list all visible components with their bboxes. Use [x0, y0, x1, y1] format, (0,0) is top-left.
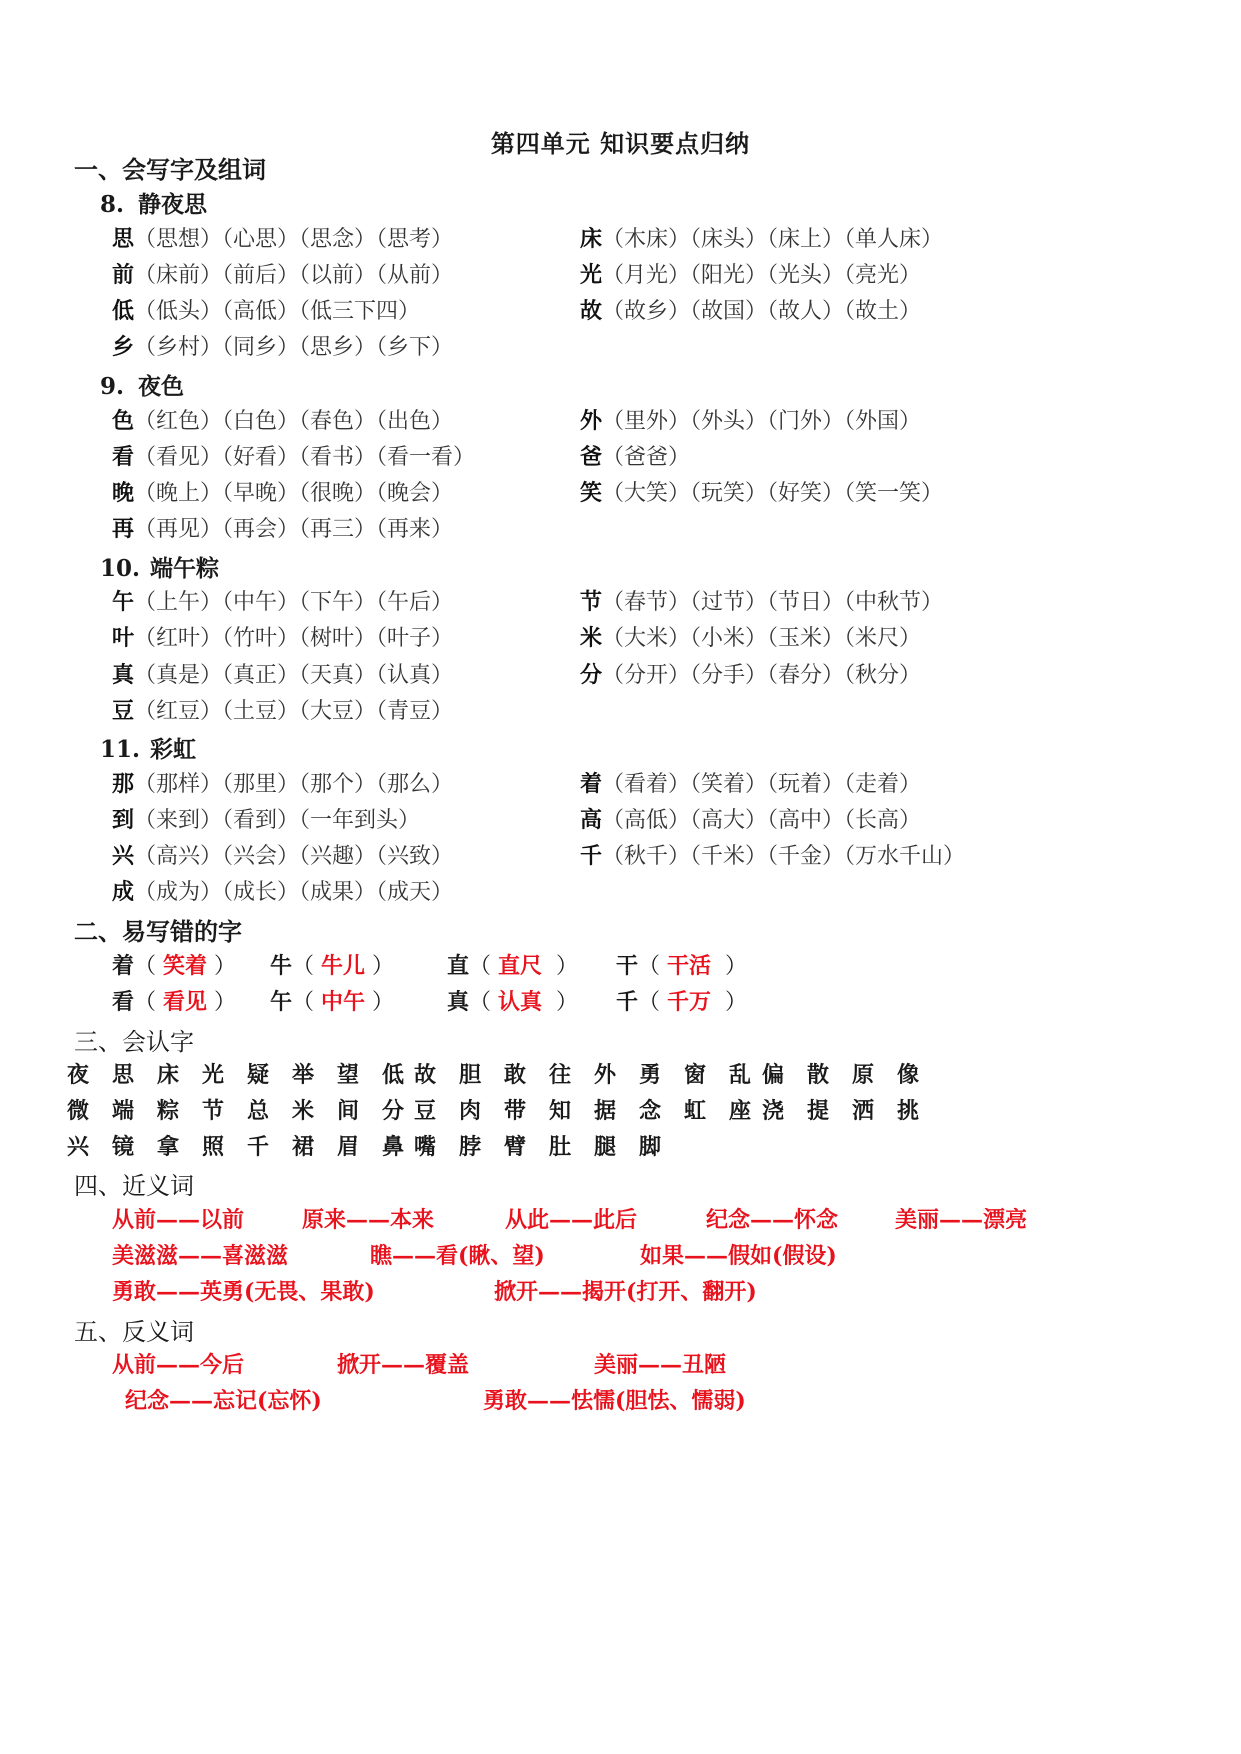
lesson-heading: [100, 368, 184, 401]
lesson-heading: [100, 186, 207, 219]
word-entry: 那（那样）（那里）（那个）（那么）: [112, 771, 454, 797]
word-entry: 分（分开）（分手）（春分）（秋分）: [580, 662, 922, 688]
synonym-pair: 勇敢——英勇(无畏、果敢): [112, 1279, 375, 1305]
document-page: 第四单元 知识要点归纳 一、会写字及组词 8. 静夜思 思（思想）（心思）（思念）（思考） 前（床前）（前后）（以前）（从前） 低（低头）（高低）（低三下四） 乡（乡村）（同乡）（思乡）（乡下） 床（木床）（床头）（床上）（单人床） 光（月光）（阳光）（光头）（亮光） 故（故乡）（故国）（故人）（故土） 9. 夜色 色（红色）（白色）（春色）（出色） 看（看见）（好看）（看书）（看一看） 晚（晚上）（早晚）（很晚）（晚会） 再（再见）（再会）（再三）（再来） 外（里外）（外头）（门外）（外国） 爸（爸爸） 笑（大笑）（玩笑）（好笑）（笑一笑） 10. 端午粽 午（上午）（中午）（下午）（午后） 叶（红叶）（竹叶）（树叶）（叶子） 真（真是）（真正）（天真）（认真） 豆（红豆）（土豆）（大豆）（青豆） 节（春节）（过节）（节日）（中秋节） 米（大米）（小米）（玉米）（米尺） 分（分开）（分手）（春分）（秋分） 11. 彩虹 那（那样）（那里）（那个）（那么） 到（来到）（看到）（一年到头） 兴（高兴）（兴会）（兴趣）（兴致） 成（成为）（成长）（成果）（成天） 着（看着）（笑着）（玩着）（走着） 高（高低）（高大）（高中）（长高） 千（秋千）（千米）（千金）（万水千山） 二、易写错的字 着（ 笑着 ） 牛（ 牛儿 ） 直（ 直尺 ） 干（ 干活 ） 看（ 看见 ） 午（ 中午 ） 真（ 认真 ） 千（ 千万 ） 三、会认字 夜 思 床 光 疑 举 望 低 故 胆 敢 往 外 勇 窗 乱 偏 散 原 像 微 端 粽 节 总 米 间 分 豆 肉 带 知 据 念 虹 座 浇 提 洒 挑 兴 镜 拿 照 千 裙 眉 鼻 嘴 脖 臂 肚 腿 脚 四、近义词 从前——以前 原来——本来 从此——此后 纪念——怀念 美丽——漂亮 美滋滋——喜滋滋 瞧——看(瞅、望) 如果——假如(假设) 勇敢——英勇(无畏、果敢) 掀开——揭开(打开、翻开) 五、反义词 从前——今后 掀开——覆盖 美丽——丑陋 纪念——忘记(忘怀) 勇敢——怯懦(胆怯、懦弱): [0, 0, 1241, 1754]
fill-blank-pair: 着（ 笑着 ）: [112, 953, 237, 979]
lesson-number: 11.: [100, 736, 141, 763]
word-entry: 低（低头）（高低）（低三下四）: [112, 298, 421, 324]
section-heading-synonyms: 四、近义词: [74, 1172, 194, 1200]
antonym-pair: 掀开——覆盖: [337, 1352, 470, 1378]
word-entry: 外（里外）（外头）（门外）（外国）: [580, 408, 922, 434]
section-heading-writing: 一、会写字及组词: [74, 155, 266, 184]
synonym-pair: 美丽——漂亮: [895, 1207, 1028, 1233]
answer: 中午: [321, 989, 366, 1015]
word-entry: 思（思想）（心思）（思念）（思考）: [112, 226, 454, 252]
word-entry: 到（来到）（看到）（一年到头）: [112, 807, 421, 833]
word-entry: 床（木床）（床头）（床上）（单人床）: [580, 226, 944, 252]
synonym-pair: 掀开——揭开(打开、翻开): [494, 1279, 757, 1305]
word-entry: 成（成为）（成长）（成果）（成天）: [112, 879, 454, 905]
section-heading-error-prone: 二、易写错的字: [74, 917, 242, 946]
lesson-name: 端午粽: [150, 555, 219, 582]
word-entry: 再（再见）（再会）（再三）（再来）: [112, 516, 454, 542]
answer: 干活: [667, 953, 712, 979]
word-entry: 兴（高兴）（兴会）（兴趣）（兴致）: [112, 843, 454, 869]
word-entry: 色（红色）（白色）（春色）（出色）: [112, 408, 454, 434]
word-entry: 看（看见）（好看）（看书）（看一看）: [112, 444, 476, 470]
word-entry: 爸（爸爸）: [580, 444, 691, 470]
lesson-name: 静夜思: [138, 191, 207, 218]
synonym-pair: 如果——假如(假设): [640, 1243, 837, 1269]
lesson-name: 夜色: [138, 373, 184, 400]
answer: 看见: [163, 989, 208, 1015]
lesson-heading: [100, 550, 219, 583]
answer: 直尺: [498, 953, 543, 979]
section-heading-antonyms: 五、反义词: [74, 1318, 194, 1346]
fill-blank-pair: 午（ 中午 ）: [270, 989, 395, 1015]
lesson-number: 9.: [100, 373, 125, 400]
fill-blank-pair: 看（ 看见 ）: [112, 989, 237, 1015]
word-entry: 着（看着）（笑着）（玩着）（走着）: [580, 771, 922, 797]
antonym-pair: 从前——今后: [112, 1352, 245, 1378]
fill-blank-pair: 千（ 千万 ）: [616, 989, 748, 1015]
word-entry: 真（真是）（真正）（天真）（认真）: [112, 662, 454, 688]
word-entry: 前（床前）（前后）（以前）（从前）: [112, 262, 454, 288]
synonym-pair: 原来——本来: [302, 1207, 435, 1233]
lesson-name: 彩虹: [150, 736, 196, 763]
lesson-number: 8.: [100, 191, 125, 218]
word-entry: 节（春节）（过节）（节日）（中秋节）: [580, 589, 944, 615]
section-heading-recognize: 三、会认字: [74, 1028, 194, 1056]
word-entry: 米（大米）（小米）（玉米）（米尺）: [580, 625, 922, 651]
answer: 认真: [498, 989, 543, 1015]
antonym-pair: 勇敢——怯懦(胆怯、懦弱): [483, 1388, 746, 1414]
synonym-pair: 美滋滋——喜滋滋: [112, 1243, 289, 1269]
word-entry: 晚（晚上）（早晚）（很晚）（晚会）: [112, 480, 454, 506]
word-entry: 故（故乡）（故国）（故人）（故土）: [580, 298, 922, 324]
fill-blank-pair: 牛（ 牛儿 ）: [270, 953, 395, 979]
page-title: 第四单元 知识要点归纳: [490, 129, 751, 158]
word-entry: 豆（红豆）（土豆）（大豆）（青豆）: [112, 698, 454, 724]
synonym-pair: 纪念——怀念: [706, 1207, 839, 1233]
fill-blank-pair: 直（ 直尺 ）: [447, 953, 579, 979]
synonym-pair: 从此——此后: [505, 1207, 638, 1233]
word-entry: 叶（红叶）（竹叶）（树叶）（叶子）: [112, 625, 454, 651]
answer: 牛儿: [321, 953, 366, 979]
word-entry: 光（月光）（阳光）（光头）（亮光）: [580, 262, 922, 288]
lesson-number: 10.: [100, 555, 141, 582]
word-entry: 午（上午）（中午）（下午）（午后）: [112, 589, 454, 615]
antonym-pair: 纪念——忘记(忘怀): [125, 1388, 322, 1414]
antonym-pair: 美丽——丑陋: [594, 1352, 727, 1378]
synonym-pair: 从前——以前: [112, 1207, 245, 1233]
answer: 笑着: [163, 953, 208, 979]
answer: 千万: [667, 989, 712, 1015]
fill-blank-pair: 真（ 认真 ）: [447, 989, 579, 1015]
word-entry: 高（高低）（高大）（高中）（长高）: [580, 807, 922, 833]
lesson-heading: [100, 731, 196, 764]
fill-blank-pair: 干（ 干活 ）: [616, 953, 748, 979]
synonym-pair: 瞧——看(瞅、望): [370, 1243, 545, 1269]
word-entry: 乡（乡村）（同乡）（思乡）（乡下）: [112, 334, 454, 360]
word-entry: 笑（大笑）（玩笑）（好笑）（笑一笑）: [580, 480, 944, 506]
word-entry: 千（秋千）（千米）（千金）（万水千山）: [580, 843, 966, 869]
